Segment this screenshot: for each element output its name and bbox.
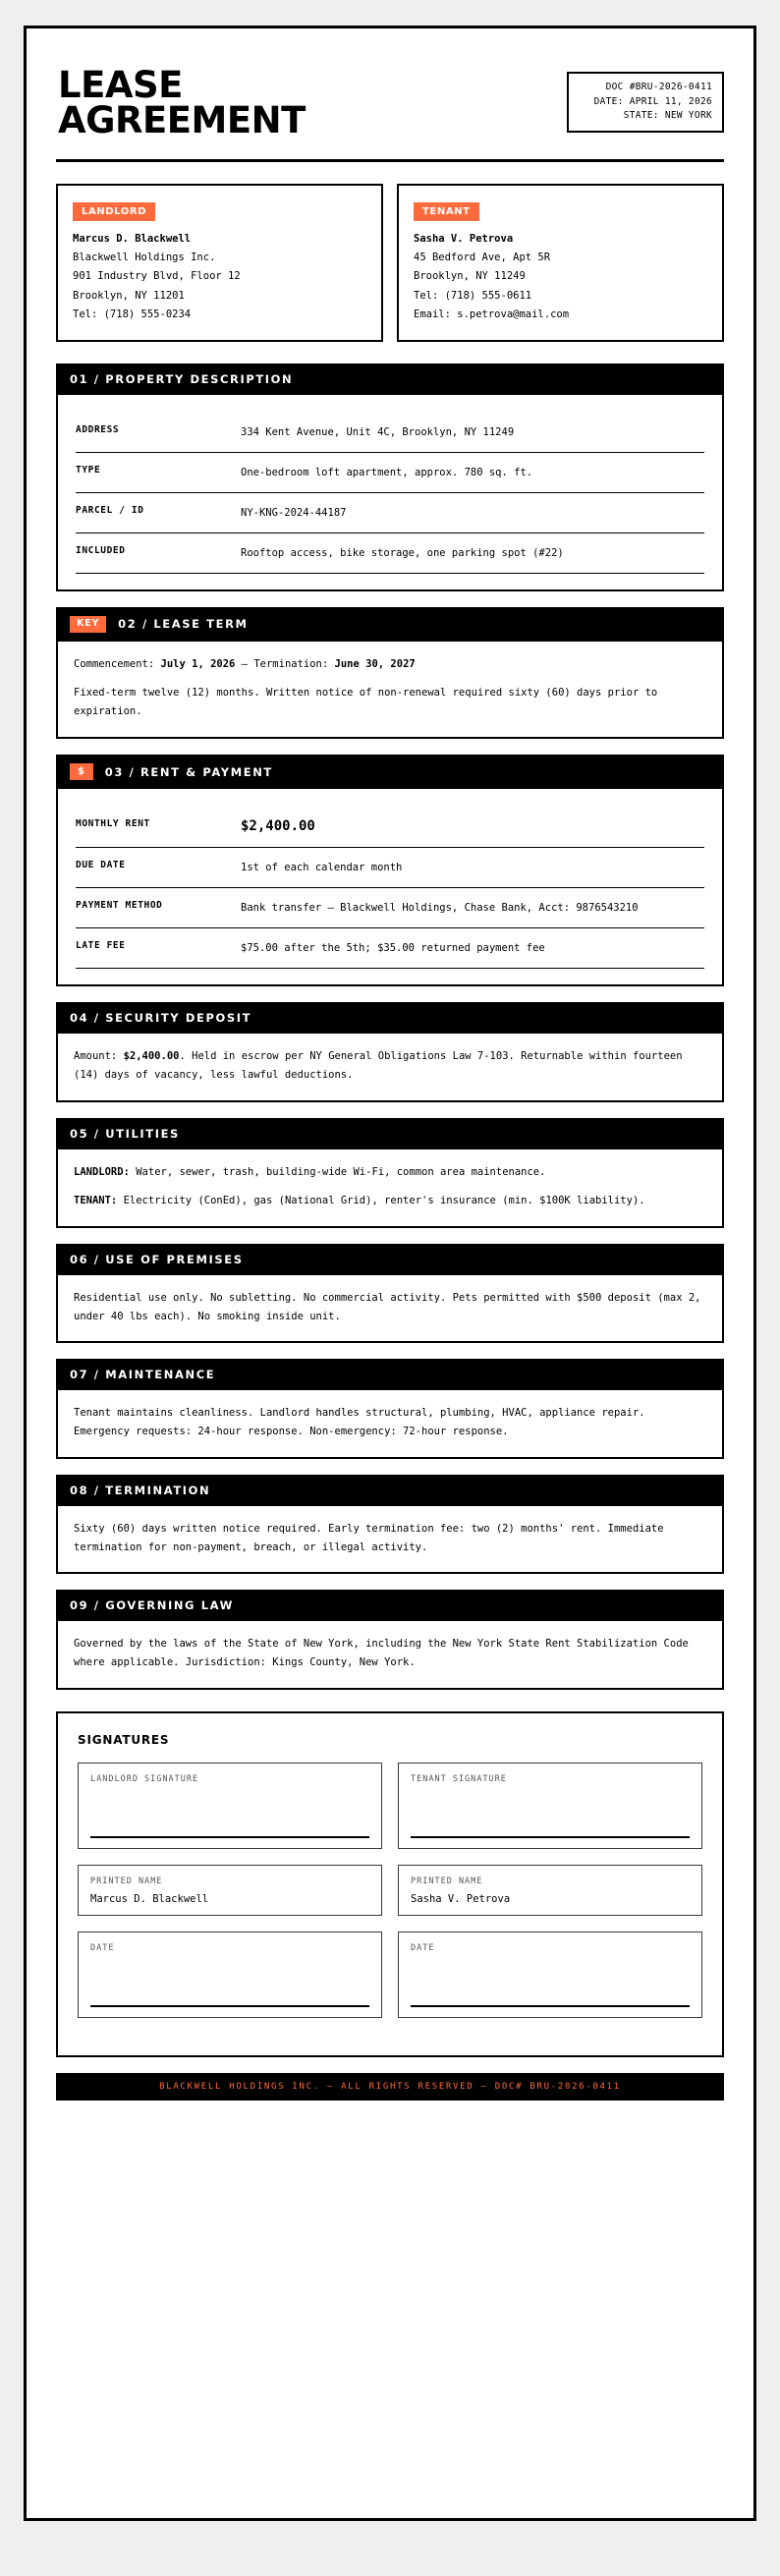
row-value: $75.00 after the 5th; $35.00 returned payment fee <box>241 942 545 955</box>
date-line <box>90 2005 369 2007</box>
commencement-label: Commencement: <box>74 657 161 670</box>
section-title-lease-term: 02 / LEASE TERM <box>118 617 249 632</box>
row-label: PARCEL / ID <box>76 504 144 516</box>
section-header-security-deposit <box>56 1002 724 1034</box>
table-row <box>76 807 704 848</box>
termination-body: Sixty (60) days written notice required. Early termination fee: two (2) months' rent. Immediate termination for non-payment, breach, or illegal activity. <box>74 1522 664 1553</box>
signature-space <box>90 1784 369 1828</box>
section-title-property: 01 / PROPERTY DESCRIPTION <box>70 371 294 386</box>
tenant-printed-name-value: Sasha V. Petrova <box>411 1892 511 1905</box>
signatures-block <box>56 1711 724 2057</box>
section-header-rent <box>56 755 724 790</box>
row-value: One-bedroom loft apartment, approx. 780 sq. ft. <box>241 466 533 478</box>
section-header-termination <box>56 1475 724 1506</box>
doc-number: DOC #BRU-2026-0411 <box>605 82 712 92</box>
row-value: 334 Kent Avenue, Unit 4C, Brooklyn, NY 11249 <box>241 425 515 438</box>
document-meta-box <box>567 72 724 133</box>
section-maintenance <box>56 1359 724 1458</box>
landlord-date-caption: DATE <box>90 1942 115 1953</box>
commencement-date: July 1, 2026 <box>160 657 236 670</box>
landlord-printed-name-caption: PRINTED NAME <box>90 1876 163 1886</box>
landlord-name: Marcus D. Blackwell <box>73 232 192 245</box>
utilities-tenant <box>74 1192 706 1210</box>
landlord-signature-caption: LANDLORD SIGNATURE <box>90 1773 199 1784</box>
section-property-description <box>56 364 724 591</box>
date-row <box>78 1932 702 2018</box>
tenant-date-field[interactable] <box>398 1932 702 2018</box>
utilities-tenant-label: TENANT: <box>74 1195 118 1207</box>
tenant-printed-name-field[interactable] <box>398 1865 702 1916</box>
title-block <box>56 64 343 142</box>
table-row <box>76 888 704 928</box>
section-body-use-of-premises <box>56 1275 724 1343</box>
section-security-deposit <box>56 1002 724 1101</box>
section-governing-law <box>56 1590 724 1689</box>
signatures-title: SIGNATURES <box>78 1732 170 1747</box>
tenant-name: Sasha V. Petrova <box>414 232 514 245</box>
table-row <box>76 493 704 533</box>
tenant-card <box>397 184 724 342</box>
parties-row <box>56 184 724 342</box>
landlord-printed-name-field[interactable] <box>78 1865 382 1916</box>
section-title-governing-law: 09 / GOVERNING LAW <box>70 1598 234 1613</box>
row-value: NY-KNG-2024-44187 <box>241 506 347 519</box>
security-deposit-body <box>74 1047 706 1084</box>
tenant-badge: TENANT <box>414 202 479 221</box>
table-row <box>76 848 704 888</box>
signature-line <box>411 1836 690 1838</box>
termination-label: — Termination: <box>235 657 335 670</box>
section-body-termination <box>56 1506 724 1574</box>
signature-line <box>90 1836 369 1838</box>
row-value: 1st of each calendar month <box>241 862 403 874</box>
printed-name-row <box>78 1865 702 1916</box>
title-divider <box>56 159 724 162</box>
landlord-street: 901 Industry Blvd, Floor 12 <box>73 270 241 283</box>
section-header-maintenance <box>56 1359 724 1390</box>
section-rent-payment <box>56 755 724 987</box>
landlord-company: Blackwell Holdings Inc. <box>73 251 216 263</box>
document-sheet <box>24 26 756 2521</box>
section-body-utilities <box>56 1149 724 1228</box>
utilities-tenant-text: Electricity (ConEd), gas (National Grid), renter's insurance (min. $100K liability). <box>117 1195 645 1207</box>
row-label: TYPE <box>76 464 101 476</box>
landlord-badge: LANDLORD <box>73 202 155 221</box>
deposit-text: . Held in escrow per NY General Obligations Law 7-103. Returnable within fourteen (14) days of vacancy, less lawful deductions. <box>74 1050 683 1081</box>
landlord-city: Brooklyn, NY 11201 <box>73 289 185 302</box>
section-header-use-of-premises <box>56 1244 724 1275</box>
document-footer: BLACKWELL HOLDINGS INC. — ALL RIGHTS RESERVED — DOC# BRU-2026-0411 <box>56 2073 724 2100</box>
section-body-property <box>56 395 724 591</box>
section-body-lease-term <box>56 642 724 739</box>
table-row <box>76 413 704 453</box>
termination-date: June 30, 2027 <box>334 657 416 670</box>
section-lease-term <box>56 607 724 739</box>
landlord-date-field[interactable] <box>78 1932 382 2018</box>
table-row <box>76 533 704 574</box>
utilities-landlord-text: Water, sewer, trash, building-wide Wi-Fi, common area maintenance. <box>129 1165 546 1178</box>
property-rows <box>74 409 706 574</box>
row-label: INCLUDED <box>76 544 126 556</box>
date-space <box>411 1953 690 1997</box>
tenant-printed-name-caption: PRINTED NAME <box>411 1876 483 1886</box>
lease-term-dates <box>74 655 706 674</box>
landlord-card <box>56 184 383 342</box>
page-title: LEASE AGREEMENT <box>58 64 306 142</box>
lease-term-body: Fixed-term twelve (12) months. Written notice of non-renewal required sixty (60) days prior to expiration. <box>74 687 658 718</box>
row-label: ADDRESS <box>76 423 120 435</box>
row-value: $2,400.00 <box>241 818 315 835</box>
landlord-phone: Tel: (718) 555-0234 <box>73 308 192 321</box>
landlord-printed-name-value: Marcus D. Blackwell <box>90 1892 209 1905</box>
section-header-utilities <box>56 1118 724 1149</box>
signature-space <box>411 1784 690 1828</box>
section-title-termination: 08 / TERMINATION <box>70 1483 211 1497</box>
landlord-signature-field[interactable] <box>78 1763 382 1849</box>
doc-state: STATE: NEW YORK <box>623 110 712 122</box>
tenant-city: Brooklyn, NY 11249 <box>414 270 526 283</box>
section-title-use-of-premises: 06 / USE OF PREMISES <box>70 1253 244 1267</box>
table-row <box>76 453 704 493</box>
tenant-date-caption: DATE <box>411 1942 435 1953</box>
tenant-phone: Tel: (718) 555-0611 <box>414 289 532 302</box>
row-label: PAYMENT METHOD <box>76 900 163 912</box>
deposit-prefix: Amount: <box>74 1050 124 1063</box>
section-termination <box>56 1475 724 1574</box>
utilities-landlord-label: LANDLORD: <box>74 1165 130 1178</box>
row-value: Rooftop access, bike storage, one parking spot (#22) <box>241 546 564 559</box>
utilities-landlord <box>74 1163 706 1182</box>
tenant-signature-caption: TENANT SIGNATURE <box>411 1773 507 1784</box>
section-title-utilities: 05 / UTILITIES <box>70 1126 180 1141</box>
section-utilities <box>56 1118 724 1228</box>
row-value: Bank transfer — Blackwell Holdings, Chase Bank, Acct: 9876543210 <box>241 902 639 915</box>
row-label: MONTHLY RENT <box>76 818 150 830</box>
section-header-property <box>56 364 724 395</box>
section-use-of-premises <box>56 1244 724 1343</box>
tenant-email: Email: s.petrova@mail.com <box>414 308 570 321</box>
section-body-rent <box>56 789 724 986</box>
dollar-icon: $ <box>70 763 93 781</box>
section-title-security-deposit: 04 / SECURITY DEPOSIT <box>70 1011 252 1026</box>
section-body-governing-law <box>56 1621 724 1689</box>
document-header <box>56 54 724 140</box>
section-title-rent: 03 / RENT & PAYMENT <box>104 764 273 779</box>
maintenance-body: Tenant maintains cleanliness. Landlord handles structural, plumbing, HVAC, appliance repair. Emergency requests: 24-hour response. Non-emergency: 72-hour response. <box>74 1407 645 1438</box>
row-label: DUE DATE <box>76 860 126 871</box>
use-of-premises-body: Residential use only. No subletting. No commercial activity. Pets permitted with $500 deposit (max 2, under 40 lbs each). No smoking inside unit. <box>74 1292 701 1322</box>
section-header-governing-law <box>56 1590 724 1621</box>
section-body-maintenance <box>56 1390 724 1458</box>
rent-rows <box>74 803 706 969</box>
table-row <box>76 928 704 969</box>
governing-law-body: Governed by the laws of the State of New York, including the New York State Rent Stabilization Code where applicable. Jurisdiction: Kings County, New York. <box>74 1638 689 1668</box>
date-line <box>411 2005 690 2007</box>
key-chip: KEY <box>70 616 106 633</box>
tenant-signature-field[interactable] <box>398 1763 702 1849</box>
tenant-street: 45 Bedford Ave, Apt 5R <box>414 251 551 263</box>
row-label: LATE FEE <box>76 940 126 952</box>
date-space <box>90 1953 369 1997</box>
section-body-security-deposit <box>56 1034 724 1101</box>
doc-date: DATE: APRIL 11, 2026 <box>593 95 712 107</box>
signature-row <box>78 1763 702 1849</box>
deposit-amount: $2,400.00 <box>123 1050 180 1063</box>
section-title-maintenance: 07 / MAINTENANCE <box>70 1368 216 1382</box>
section-header-lease-term <box>56 607 724 642</box>
